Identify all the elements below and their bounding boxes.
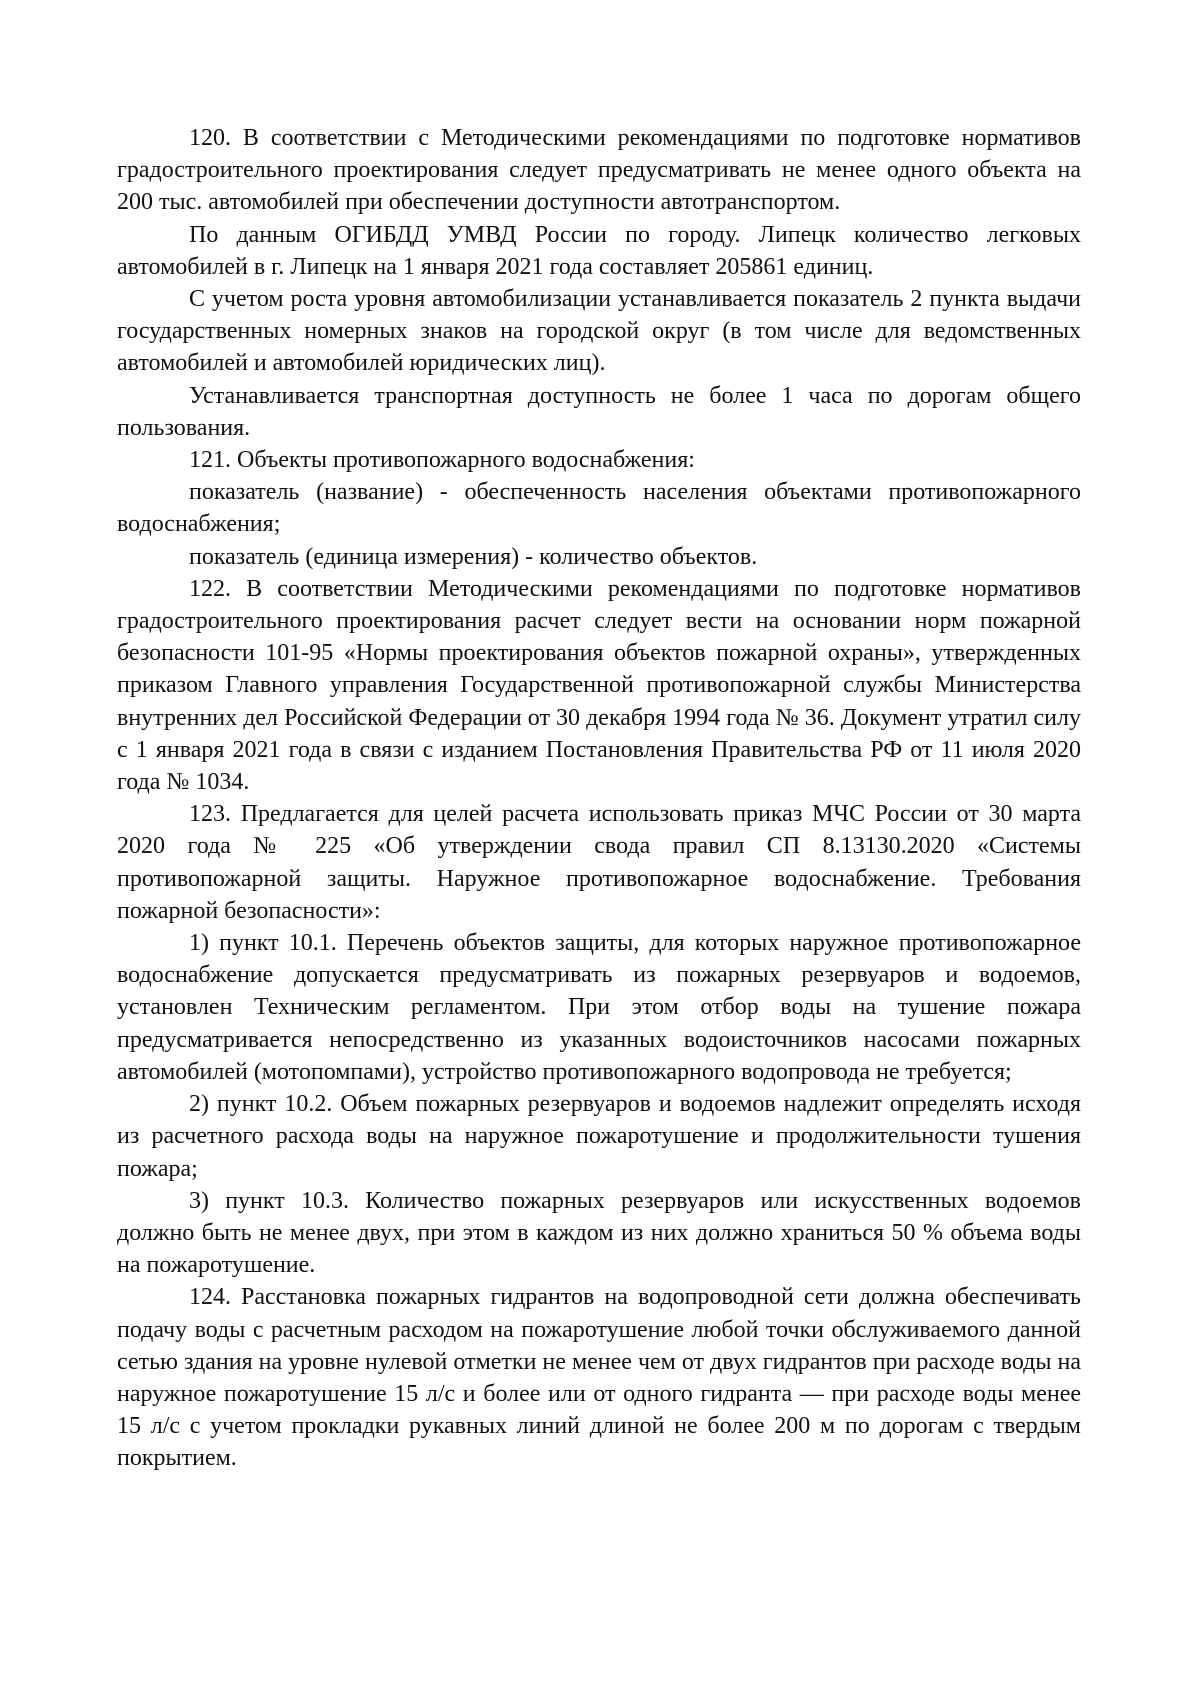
paragraph-indicator-name: показатель (название) - обеспеченность населения объектами противопожарного водоснабжения; [117,479,1081,538]
paragraph-indicator-unit: показатель (единица измерения) - количество объектов. [189,543,758,570]
list-item-10-1: 1) пункт 10.1. Перечень объектов защиты, для которых наружное противопожарное водоснабжение допускается предусматривать из пожарных резервуаров и водоемов, установлен Техническим регламентом. При этом отбор воды на тушение пожара предусматривается непосредственно из указанных водоисточников насосами пожарных автомобилей (мотопомпами), устройство противопожарного водопровода не требуется; [117,930,1081,1085]
paragraph-transport-access: Устанавливается транспортная доступность не более 1 часа по дорогам общего пользования. [117,382,1081,441]
paragraph-120: 120. В соответствии с Методическими рекомендациями по подготовке нормативов градостроительного проектирования следует предусматривать не менее одного объекта на 200 тыс. автомобилей при обеспечении доступности автотранспортом. [117,125,1081,216]
list-item-10-3: 3) пункт 10.3. Количество пожарных резервуаров или искусственных водоемов должно быть не менее двух, при этом в каждом из них должно храниться 50 % объема воды на пожаротушение. [117,1187,1081,1279]
paragraph-122: 122. В соответствии Методическими рекомендациями по подготовке нормативов градостроительного проектирования расчет следует вести на основании норм пожарной безопасности 101-95 «Нормы проектирования объектов пожарной охраны», утвержденных приказом Главного управления Государственной противопожарной службы Министерства внутренних дел Российской Федерации от 30 декабря 1994 года № 36. Документ утратил силу с 1 января 2021 года в связи с изданием Постановления Правительства РФ от 11 июля 2020 года № 1034. [117,575,1081,796]
paragraph-123: 123. Предлагается для целей расчета использовать приказ МЧС России от 30 марта 2020 года № 225 «Об утверждении свода правил СП 8.13130.2020 «Системы противопожарной защиты. Наружное противопожарное водоснабжение. Требования пожарной безопасности»: [117,801,1081,924]
paragraph-ogibdd-data: По данным ОГИБДД УМВД России по городу. Липецк количество легковых автомобилей в г. Липецк на 1 января 2021 года составляет 205861 единиц. [117,221,1081,280]
document-page [117,122,1081,1475]
list-item-10-2: 2) пункт 10.2. Объем пожарных резервуаров и водоемов надлежит определять исходя из расчетного расхода воды на наружное пожаротушение и продолжительности тушения пожара; [117,1091,1081,1182]
paragraph-121: 121. Объекты противопожарного водоснабжения: [189,447,695,474]
paragraph-automobilization: С учетом роста уровня автомобилизации устанавливается показатель 2 пункта выдачи государственных номерных знаков на городской округ (в том числе для ведомственных автомобилей и автомобилей юридических лиц). [117,286,1081,377]
paragraph-124: 124. Расстановка пожарных гидрантов на водопроводной сети должна обеспечивать подачу воды с расчетным расходом на пожаротушение любой точки обслуживаемого данной сетью здания на уровне нулевой отметки не менее чем от двух гидрантов при расходе воды на наружное пожаротушение 15 л/с и более или от одного гидранта — при расходе воды менее 15 л/с с учетом прокладки рукавных линий длиной не более 200 м по дорогам с твердым покрытием. [117,1284,1081,1472]
